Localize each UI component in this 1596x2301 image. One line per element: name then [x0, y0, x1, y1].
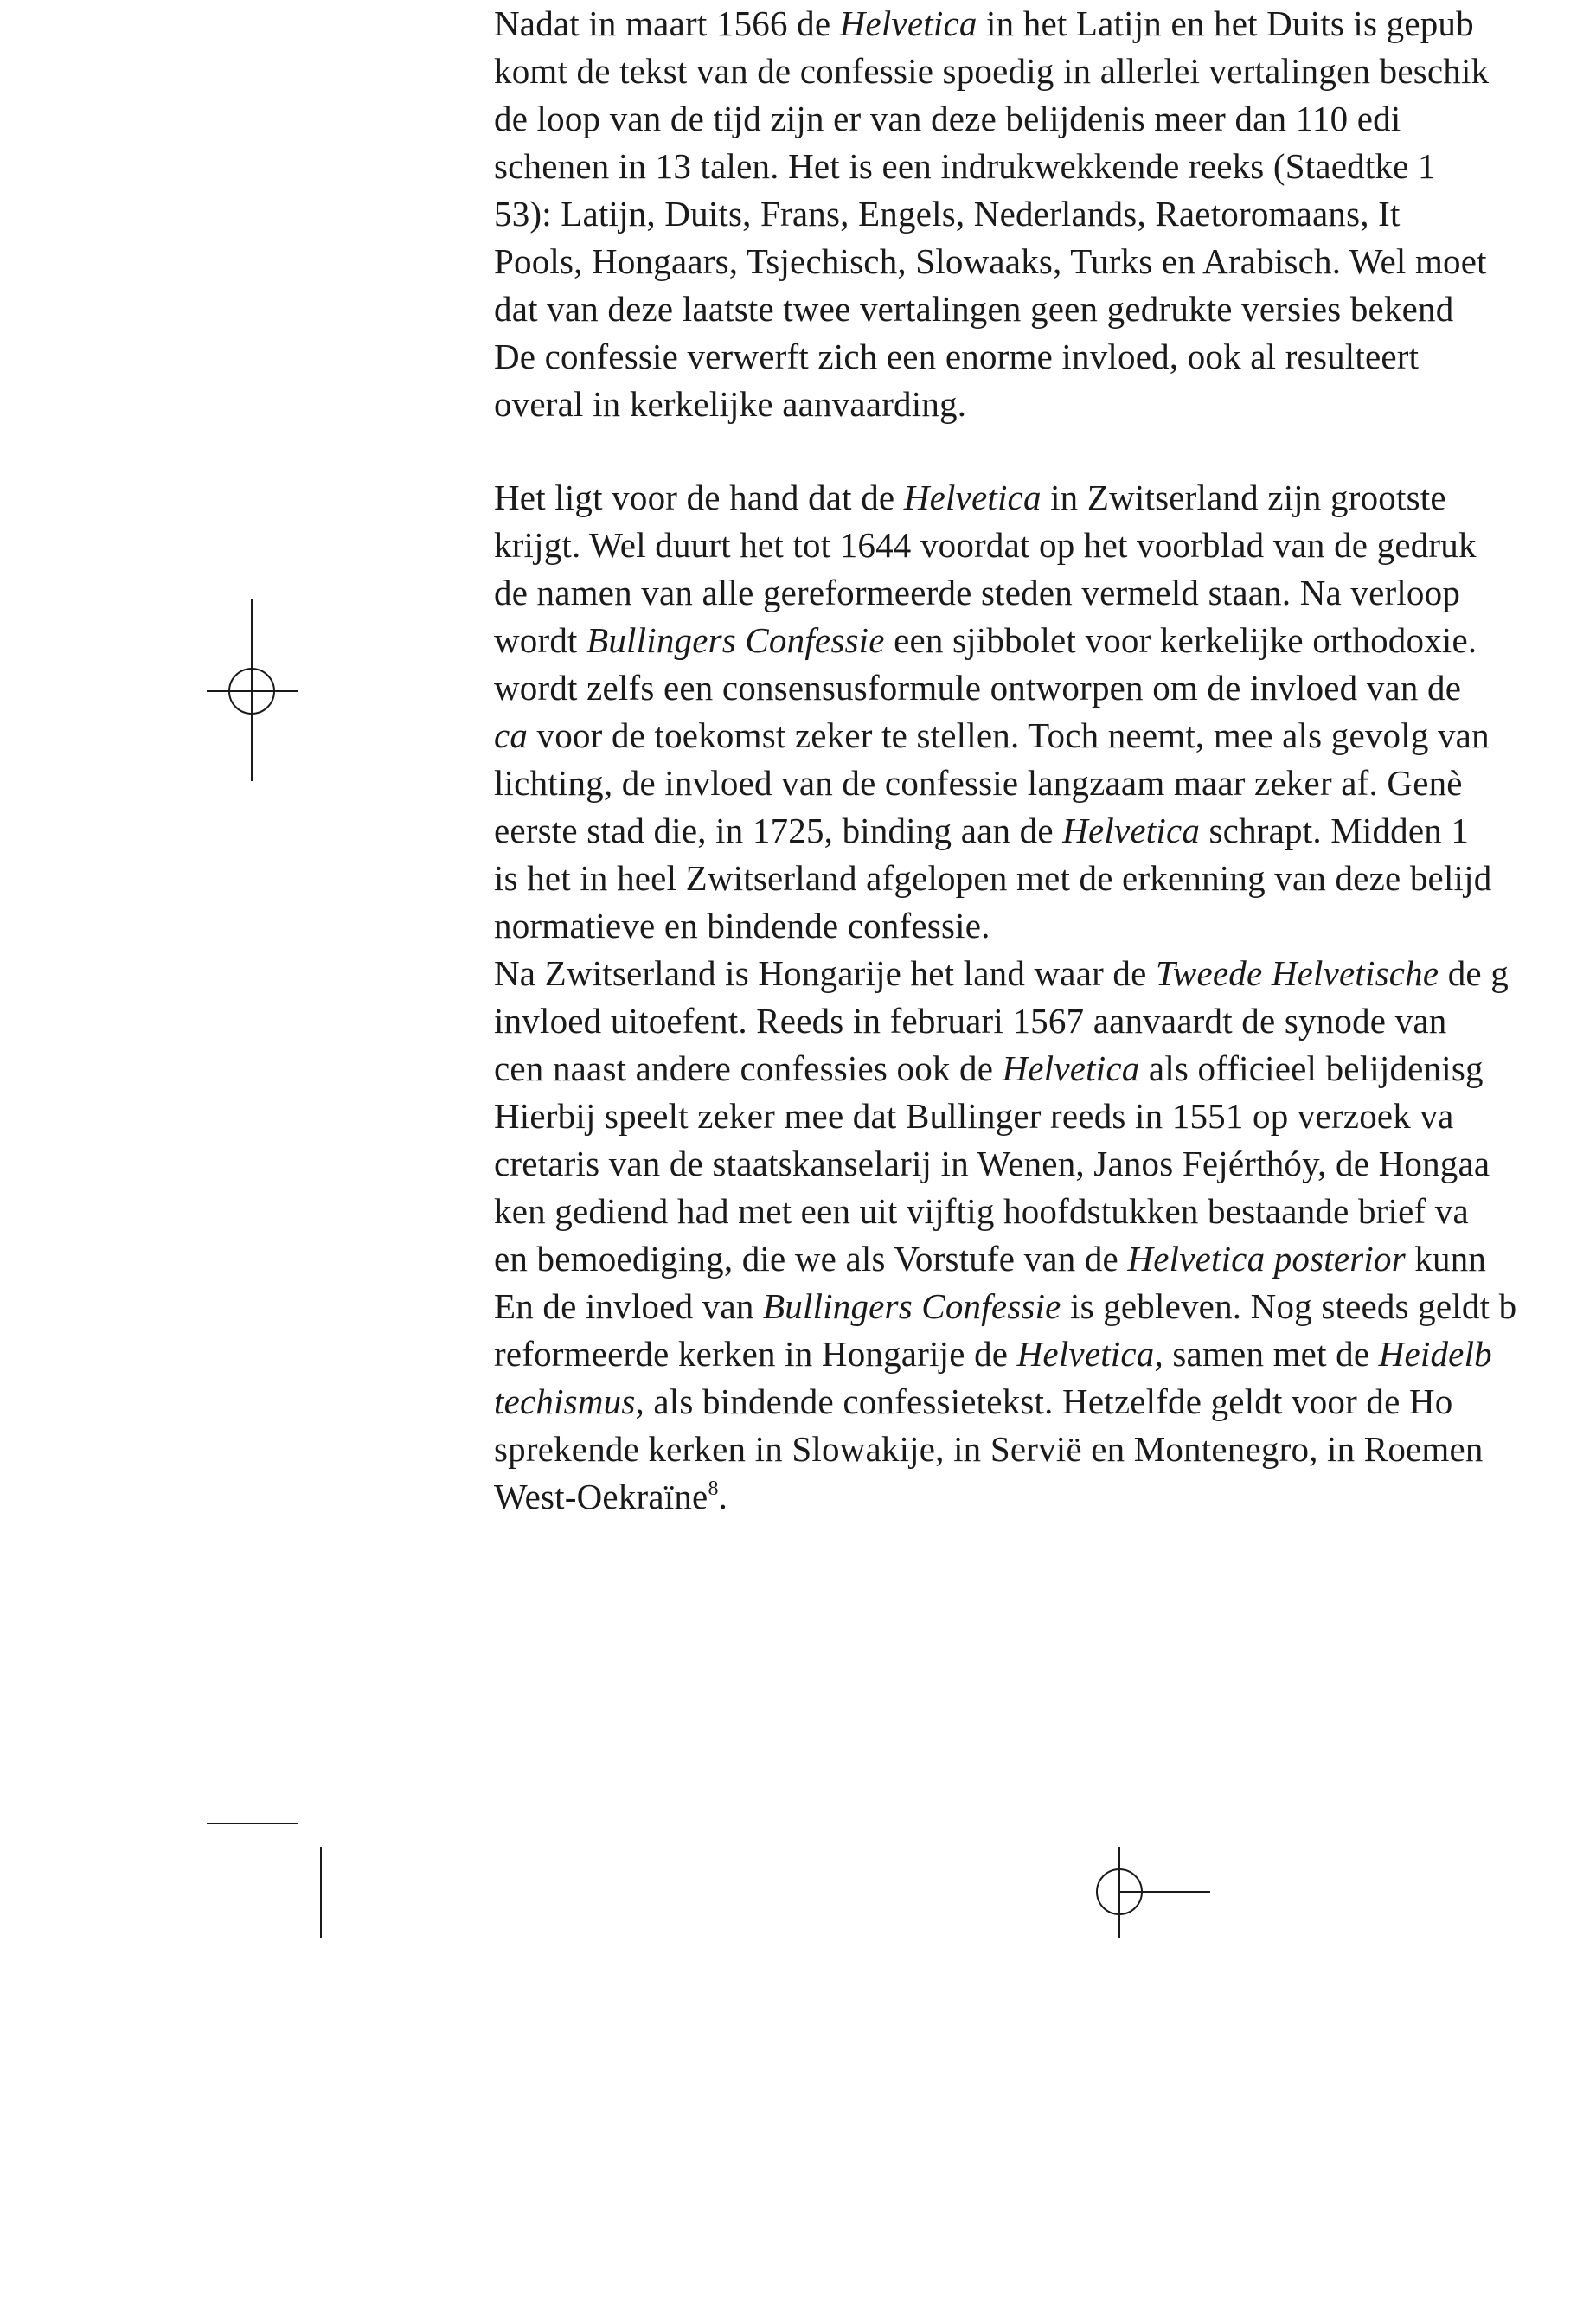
- text-span: overal in kerkelijke aanvaarding.: [494, 384, 967, 424]
- text-span: krijgt. Wel duurt het tot 1644 voordat op het voorblad van de gedruk: [494, 525, 1477, 565]
- text-span: 53): Latijn, Duits, Frans, Engels, Nederlands, Raetoromaans, It: [494, 194, 1401, 234]
- italic-span: Bullingers Confessie: [586, 620, 885, 660]
- text-span: een sjibbolet voor kerkelijke orthodoxie.: [884, 620, 1477, 660]
- text-line: [494, 1235, 1486, 1283]
- italic-span: techismus: [494, 1381, 636, 1421]
- text-span: En de invloed van: [494, 1286, 764, 1326]
- text-span: is het in heel Zwitserland afgelopen met de erkenning van deze belijd: [494, 858, 1492, 898]
- text-line: [494, 855, 1491, 902]
- text-line: [494, 381, 966, 428]
- text-span: voor de toekomst zeker te stellen. Toch neemt, mee als gevolg van: [528, 715, 1490, 755]
- italic-span: Helvetica posterior: [1127, 1239, 1406, 1279]
- text-span: cen naast andere confessies ook de: [494, 1048, 1003, 1088]
- italic-span: ca: [494, 715, 529, 755]
- text-span: wordt zelfs een consensusformule ontworpen om de invloed van de: [494, 668, 1462, 708]
- text-line: [494, 1283, 1516, 1330]
- text-line: [494, 712, 1490, 760]
- text-span: cretaris van de staatskanselarij in Wenen, Janos Fejérthóy, de Hongaa: [494, 1144, 1490, 1183]
- text-span: komt de tekst van de confessie spoedig in allerlei vertalingen beschik: [494, 51, 1490, 91]
- text-span: en bemoediging, die we als Vorstufe van de: [494, 1239, 1128, 1279]
- text-line: [494, 1426, 1484, 1473]
- text-line: [494, 1093, 1454, 1140]
- text-line: [494, 0, 1474, 48]
- text-line: [494, 1188, 1469, 1235]
- text-span: reformeerde kerken in Hongarije de: [494, 1334, 1017, 1374]
- text-line: [494, 1473, 727, 1521]
- text-span: Nadat in maart 1566 de: [494, 3, 840, 43]
- text-span: is gebleven. Nog steeds geldt b: [1061, 1286, 1517, 1326]
- text-line: [494, 1330, 1492, 1378]
- text-line: [494, 143, 1436, 190]
- text-line: [494, 48, 1489, 95]
- text-line: [494, 333, 1419, 381]
- italic-span: Helvetica: [903, 478, 1042, 517]
- text-line: [494, 1045, 1484, 1093]
- text-span: West-Oekraïne: [494, 1477, 708, 1516]
- italic-span: Helvetica: [1016, 1334, 1155, 1374]
- text-line: [494, 902, 990, 950]
- text-span: , als bindende confessietekst. Hetzelfde geldt voor de Ho: [635, 1381, 1453, 1421]
- text-span: Het ligt voor de hand dat de: [494, 478, 904, 517]
- text-line: [494, 807, 1469, 855]
- text-span: lichting, de invloed van de confessie langzaam maar zeker af. Genè: [494, 763, 1463, 803]
- footnote-reference: 8: [708, 1477, 719, 1500]
- text-line: [494, 1140, 1490, 1188]
- italic-span: Tweede Helvetische: [1155, 953, 1439, 993]
- text-line: [494, 190, 1401, 238]
- text-span: de g: [1439, 953, 1509, 993]
- text-span: de namen van alle gereformeerde steden vermeld staan. Na verloop: [494, 573, 1461, 612]
- text-line: [494, 474, 1446, 522]
- text-line: [494, 664, 1461, 712]
- text-line: [494, 569, 1460, 617]
- text-line: [494, 617, 1477, 664]
- registration-mark-bottom: [1097, 1847, 1210, 1938]
- text-line: [494, 760, 1463, 807]
- text-span: ken gediend had met een uit vijftig hoofdstukken bestaande brief va: [494, 1191, 1469, 1231]
- text-line: [494, 997, 1446, 1045]
- italic-span: Helvetica: [1002, 1048, 1140, 1088]
- text-span: Na Zwitserland is Hongarije het land waar de: [494, 953, 1156, 993]
- italic-span: Helvetica: [839, 3, 977, 43]
- text-line: [494, 238, 1487, 285]
- italic-span: Bullingers Confessie: [763, 1286, 1061, 1326]
- italic-span: Helvetica: [1062, 811, 1201, 850]
- text-span: , samen met de: [1154, 1334, 1379, 1374]
- text-span: .: [718, 1477, 728, 1516]
- text-span: wordt: [494, 620, 587, 660]
- text-line: [494, 950, 1509, 997]
- text-line: [494, 1378, 1453, 1426]
- text-span: Pools, Hongaars, Tsjechisch, Slowaaks, Turks en Arabisch. Wel moet: [494, 241, 1487, 281]
- text-line: [494, 95, 1401, 143]
- text-span: als officieel belijdenisg: [1139, 1048, 1484, 1088]
- text-span: kunn: [1405, 1239, 1487, 1279]
- text-span: De confessie verwerft zich een enorme invloed, ook al resulteert: [494, 336, 1420, 376]
- text-span: sprekende kerken in Slowakije, in Servië en Montenegro, in Roemen: [494, 1429, 1484, 1469]
- text-line: [494, 522, 1477, 569]
- text-span: eerste stad die, in 1725, binding aan de: [494, 811, 1063, 850]
- text-span: in het Latijn en het Duits is gepub: [977, 3, 1474, 43]
- text-span: schrapt. Midden 1: [1200, 811, 1470, 850]
- text-span: normatieve en bindende confessie.: [494, 906, 990, 945]
- text-span: de loop van de tijd zijn er van deze belijdenis meer dan 110 edi: [494, 99, 1401, 138]
- registration-mark-left: [207, 599, 298, 781]
- text-span: Hierbij speelt zeker mee dat Bullinger reeds in 1551 op verzoek va: [494, 1096, 1454, 1136]
- text-span: schenen in 13 talen. Het is een indrukwekkende reeks (Staedtke 1: [494, 146, 1436, 186]
- italic-span: Heidelb: [1378, 1334, 1492, 1374]
- body-text: [494, 0, 1596, 1557]
- text-span: dat van deze laatste twee vertalingen geen gedrukte versies bekend: [494, 289, 1454, 329]
- text-line: [494, 285, 1453, 333]
- text-span: in Zwitserland zijn grootste: [1041, 478, 1446, 517]
- text-span: invloed uitoefent. Reeds in februari 1567 aanvaardt de synode van: [494, 1001, 1447, 1041]
